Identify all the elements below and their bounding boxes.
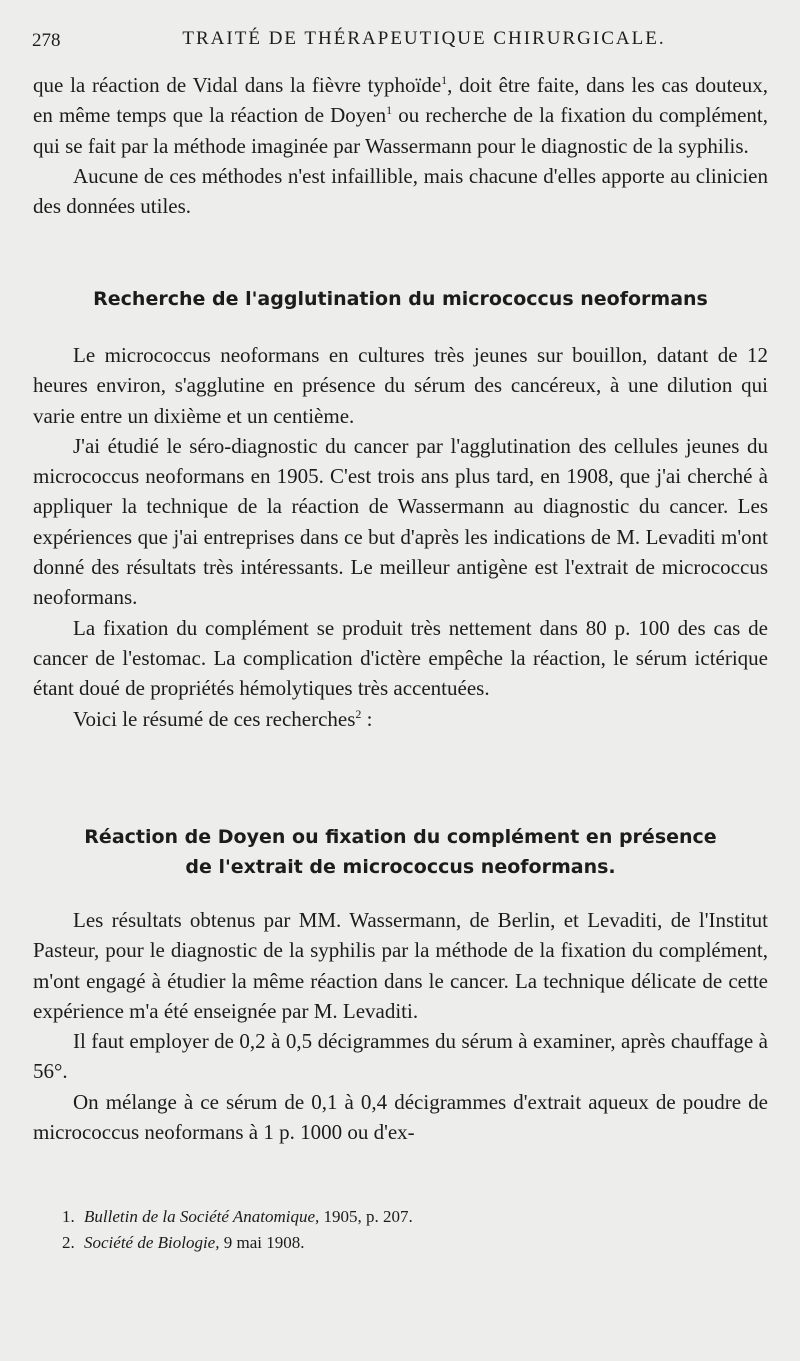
doyen-reaction-text <box>33 905 768 1147</box>
footnote-ref: 2 <box>355 706 362 721</box>
footnote-source: Bulletin de la Société Anatomique, <box>84 1207 320 1226</box>
paragraph: J'ai étudié le séro-diagnostic du cancer par l'agglutination des cellules jeunes du micrococcus neoformans en 1905. C'est trois ans plus tard, en 1908, que j'ai cherché à appliquer la technique de la réaction de Wassermann au diagnostic du cancer. Les expériences que j'ai entreprises dans ce but d'après les indications de M. Levaditi m'ont donné des résultats très intéressants. Le meilleur antigène est l'extrait de micrococcus neoformans. <box>33 433 768 610</box>
agglutination-text <box>33 340 768 734</box>
footnotes <box>62 1204 742 1256</box>
section-heading-2 <box>33 822 768 882</box>
paragraph: que la réaction de Vidal dans la fièvre typhoïde$^1$, doit être faite, dans les cas douteux, en même temps que la réaction de Doyen$^1$ ou recherche de la fixation du complément, qui se fait par la méthode imaginée par Wassermann pour le diagnostic de la syphilis. <box>33 73 769 158</box>
running-title: TRAITÉ DE THÉRAPEUTIQUE CHIRURGICALE. <box>182 28 666 49</box>
footnote-number: 1. <box>62 1207 75 1226</box>
paragraph: La fixation du complément se produit très nettement dans 80 p. 100 des cas de cancer de l'estomac. La complication d'ictère empêche la réaction, le sérum ictérique étant doué de propriétés hémolytiques très accentuées. <box>33 615 768 701</box>
footnote-ref: 1 <box>441 73 448 87</box>
page-number: 278 <box>32 30 61 51</box>
footnote-detail: 9 mai 1908. <box>219 1233 305 1252</box>
paragraph: Aucune de ces méthodes n'est infaillible, mais chacune d'elles apporte au clinicien des données utiles. <box>33 163 768 219</box>
paragraph: On mélange à ce sérum de 0,1 à 0,4 décigrammes d'extrait aqueux de poudre de micrococcus neoformans à 1 p. 1000 ou d'ex- <box>33 1089 768 1145</box>
footnote-number: 2. <box>62 1233 75 1252</box>
paragraph: Le micrococcus neoformans en cultures très jeunes sur bouillon, datant de 12 heures environ, s'agglutine en présence du sérum des cancéreux, à une dilution qui varie entre un dixième et un centième. <box>33 343 768 428</box>
footnote-detail: 1905, p. 207. <box>319 1207 413 1226</box>
footnote-ref: 1 <box>386 103 393 118</box>
heading-line: Réaction de Doyen ou fixation du complément en présence <box>84 826 717 848</box>
paragraph: Voici le résumé de ces recherches$^2$ : <box>73 706 373 731</box>
paragraph: Les résultats obtenus par MM. Wassermann, de Berlin, et Levaditi, de l'Institut Pasteur, pour le diagnostic de la syphilis par la méthode de la fixation du complément, m'ont engagé à étudier la même réaction dans le cancer. La technique délicate de cette expérience m'a été enseignée par M. Levaditi. <box>33 908 768 1023</box>
footnote <box>62 1204 742 1230</box>
section-heading: Recherche de l'agglutination du micrococcus neoformans <box>93 288 708 310</box>
footnote-source: Société de Biologie, <box>84 1233 220 1252</box>
footnote <box>62 1230 742 1256</box>
intro-text <box>33 70 768 221</box>
heading-line: de l'extrait de micrococcus neoformans. <box>185 856 616 878</box>
page-header <box>32 28 768 58</box>
paragraph: Il faut employer de 0,2 à 0,5 décigrammes du sérum à examiner, après chauffage à 56°. <box>33 1029 768 1084</box>
